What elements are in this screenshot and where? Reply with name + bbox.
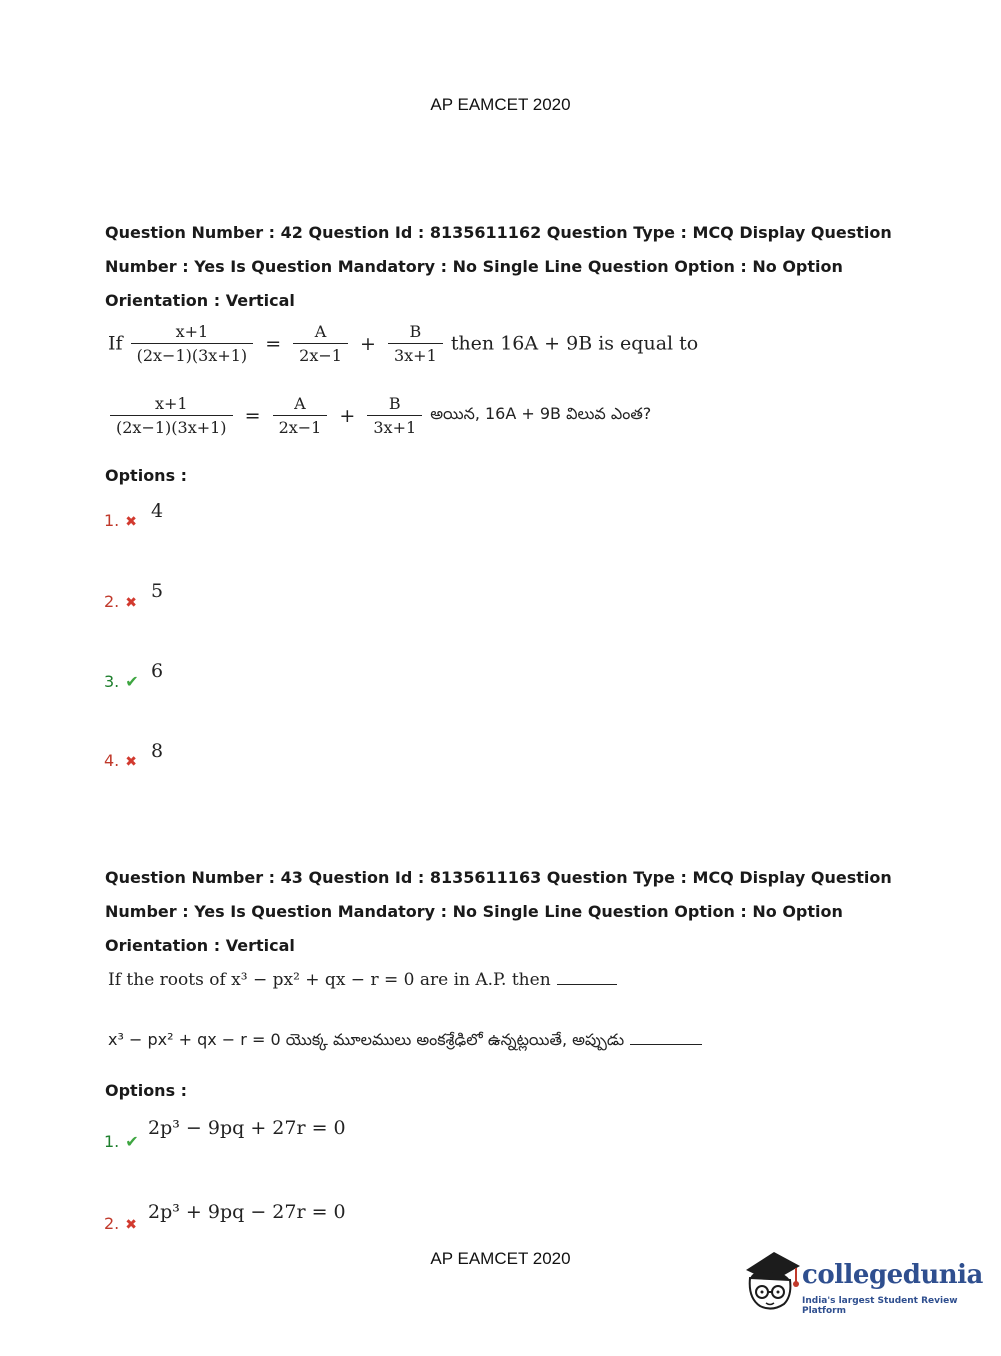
option-number: 1. bbox=[104, 511, 120, 530]
meta-line: Question Number : 43 Question Id : 8135611163 Question Type : MCQ Display Question bbox=[105, 868, 892, 887]
a-numerator: A bbox=[314, 322, 327, 341]
option-1-value: 2p³ − 9pq + 27r = 0 bbox=[148, 1117, 346, 1139]
logo-wordmark: collegedunia bbox=[802, 1260, 983, 1290]
b-numerator: B bbox=[409, 322, 422, 341]
question-42-telugu bbox=[108, 394, 651, 437]
a-denominator: 2x−1 bbox=[273, 415, 328, 437]
a-fraction bbox=[273, 394, 328, 437]
page-header: AP EAMCET 2020 bbox=[430, 95, 571, 114]
b-denominator: 3x+1 bbox=[388, 343, 443, 365]
lhs-fraction bbox=[110, 394, 233, 437]
collegedunia-logo bbox=[740, 1248, 983, 1318]
question-43-english bbox=[108, 970, 617, 990]
options-label: Options : bbox=[105, 1081, 188, 1100]
option-4-number bbox=[104, 751, 137, 770]
question-43-meta bbox=[105, 861, 892, 963]
question-43-telugu bbox=[108, 1030, 702, 1053]
lhs-fraction bbox=[131, 322, 254, 365]
cross-icon: ✖ bbox=[125, 514, 137, 530]
check-icon: ✔ bbox=[125, 672, 139, 691]
logo-tagline: India's largest Student Review Platform bbox=[802, 1296, 958, 1316]
cross-icon: ✖ bbox=[125, 754, 137, 770]
options-label: Options : bbox=[105, 466, 188, 485]
meta-line: Number : Yes Is Question Mandatory : No Single Line Question Option : No Option bbox=[105, 257, 843, 276]
question-42-english bbox=[108, 322, 698, 365]
plus-sign: + bbox=[360, 332, 376, 355]
answer-blank bbox=[630, 1044, 702, 1045]
meta-line: Orientation : Vertical bbox=[105, 936, 295, 955]
answer-blank bbox=[557, 984, 617, 985]
mascot-icon bbox=[740, 1248, 802, 1318]
page-footer: AP EAMCET 2020 bbox=[430, 1249, 571, 1268]
lhs-numerator: x+1 bbox=[154, 394, 188, 413]
cross-icon: ✖ bbox=[125, 595, 137, 611]
lhs-denominator: (2x−1)(3x+1) bbox=[110, 415, 233, 437]
option-number: 2. bbox=[104, 592, 120, 611]
b-denominator: 3x+1 bbox=[367, 415, 422, 437]
meta-line: Question Number : 42 Question Id : 8135611162 Question Type : MCQ Display Question bbox=[105, 223, 892, 242]
equals-sign: = bbox=[244, 404, 261, 427]
option-number: 2. bbox=[104, 1214, 120, 1233]
option-number: 1. bbox=[104, 1132, 120, 1151]
a-denominator: 2x−1 bbox=[293, 343, 348, 365]
option-number: 4. bbox=[104, 751, 120, 770]
lhs-numerator: x+1 bbox=[175, 322, 209, 341]
b-fraction bbox=[388, 322, 443, 365]
option-1-number bbox=[104, 1132, 139, 1151]
a-numerator: A bbox=[294, 394, 306, 413]
option-1-value: 4 bbox=[151, 500, 164, 522]
if-text: If bbox=[108, 332, 123, 355]
question-text: If the roots of x³ − px² + qx − r = 0 are in A.P. then bbox=[108, 970, 551, 990]
option-2-value: 5 bbox=[151, 580, 164, 602]
meta-line: Orientation : Vertical bbox=[105, 291, 295, 310]
option-2-value: 2p³ + 9pq − 27r = 0 bbox=[148, 1201, 346, 1223]
equals-sign: = bbox=[265, 332, 282, 355]
option-3-number bbox=[104, 672, 139, 691]
b-fraction bbox=[367, 394, 422, 437]
meta-line: Number : Yes Is Question Mandatory : No Single Line Question Option : No Option bbox=[105, 902, 843, 921]
check-icon: ✔ bbox=[125, 1132, 139, 1151]
b-numerator: B bbox=[388, 394, 401, 413]
option-4-value: 8 bbox=[151, 740, 164, 762]
lhs-denominator: (2x−1)(3x+1) bbox=[131, 343, 254, 365]
plus-sign: + bbox=[339, 404, 356, 427]
telugu-question-text: x³ − px² + qx − r = 0 యొక్క మూలములు అంకశ్రేఢిలో ఉన్నట్లయితే, అప్పుడు bbox=[108, 1030, 625, 1049]
telugu-question-suffix: అయిన, 16A + 9B విలువ ఎంత? bbox=[430, 404, 652, 423]
option-number: 3. bbox=[104, 672, 120, 691]
option-2-number bbox=[104, 1214, 137, 1233]
option-2-number bbox=[104, 592, 137, 611]
a-fraction bbox=[293, 322, 348, 365]
option-1-number bbox=[104, 511, 137, 530]
option-3-value: 6 bbox=[151, 660, 164, 682]
cross-icon: ✖ bbox=[125, 1217, 137, 1233]
question-text-suffix: then 16A + 9B is equal to bbox=[450, 332, 699, 355]
question-42-meta bbox=[105, 216, 892, 318]
